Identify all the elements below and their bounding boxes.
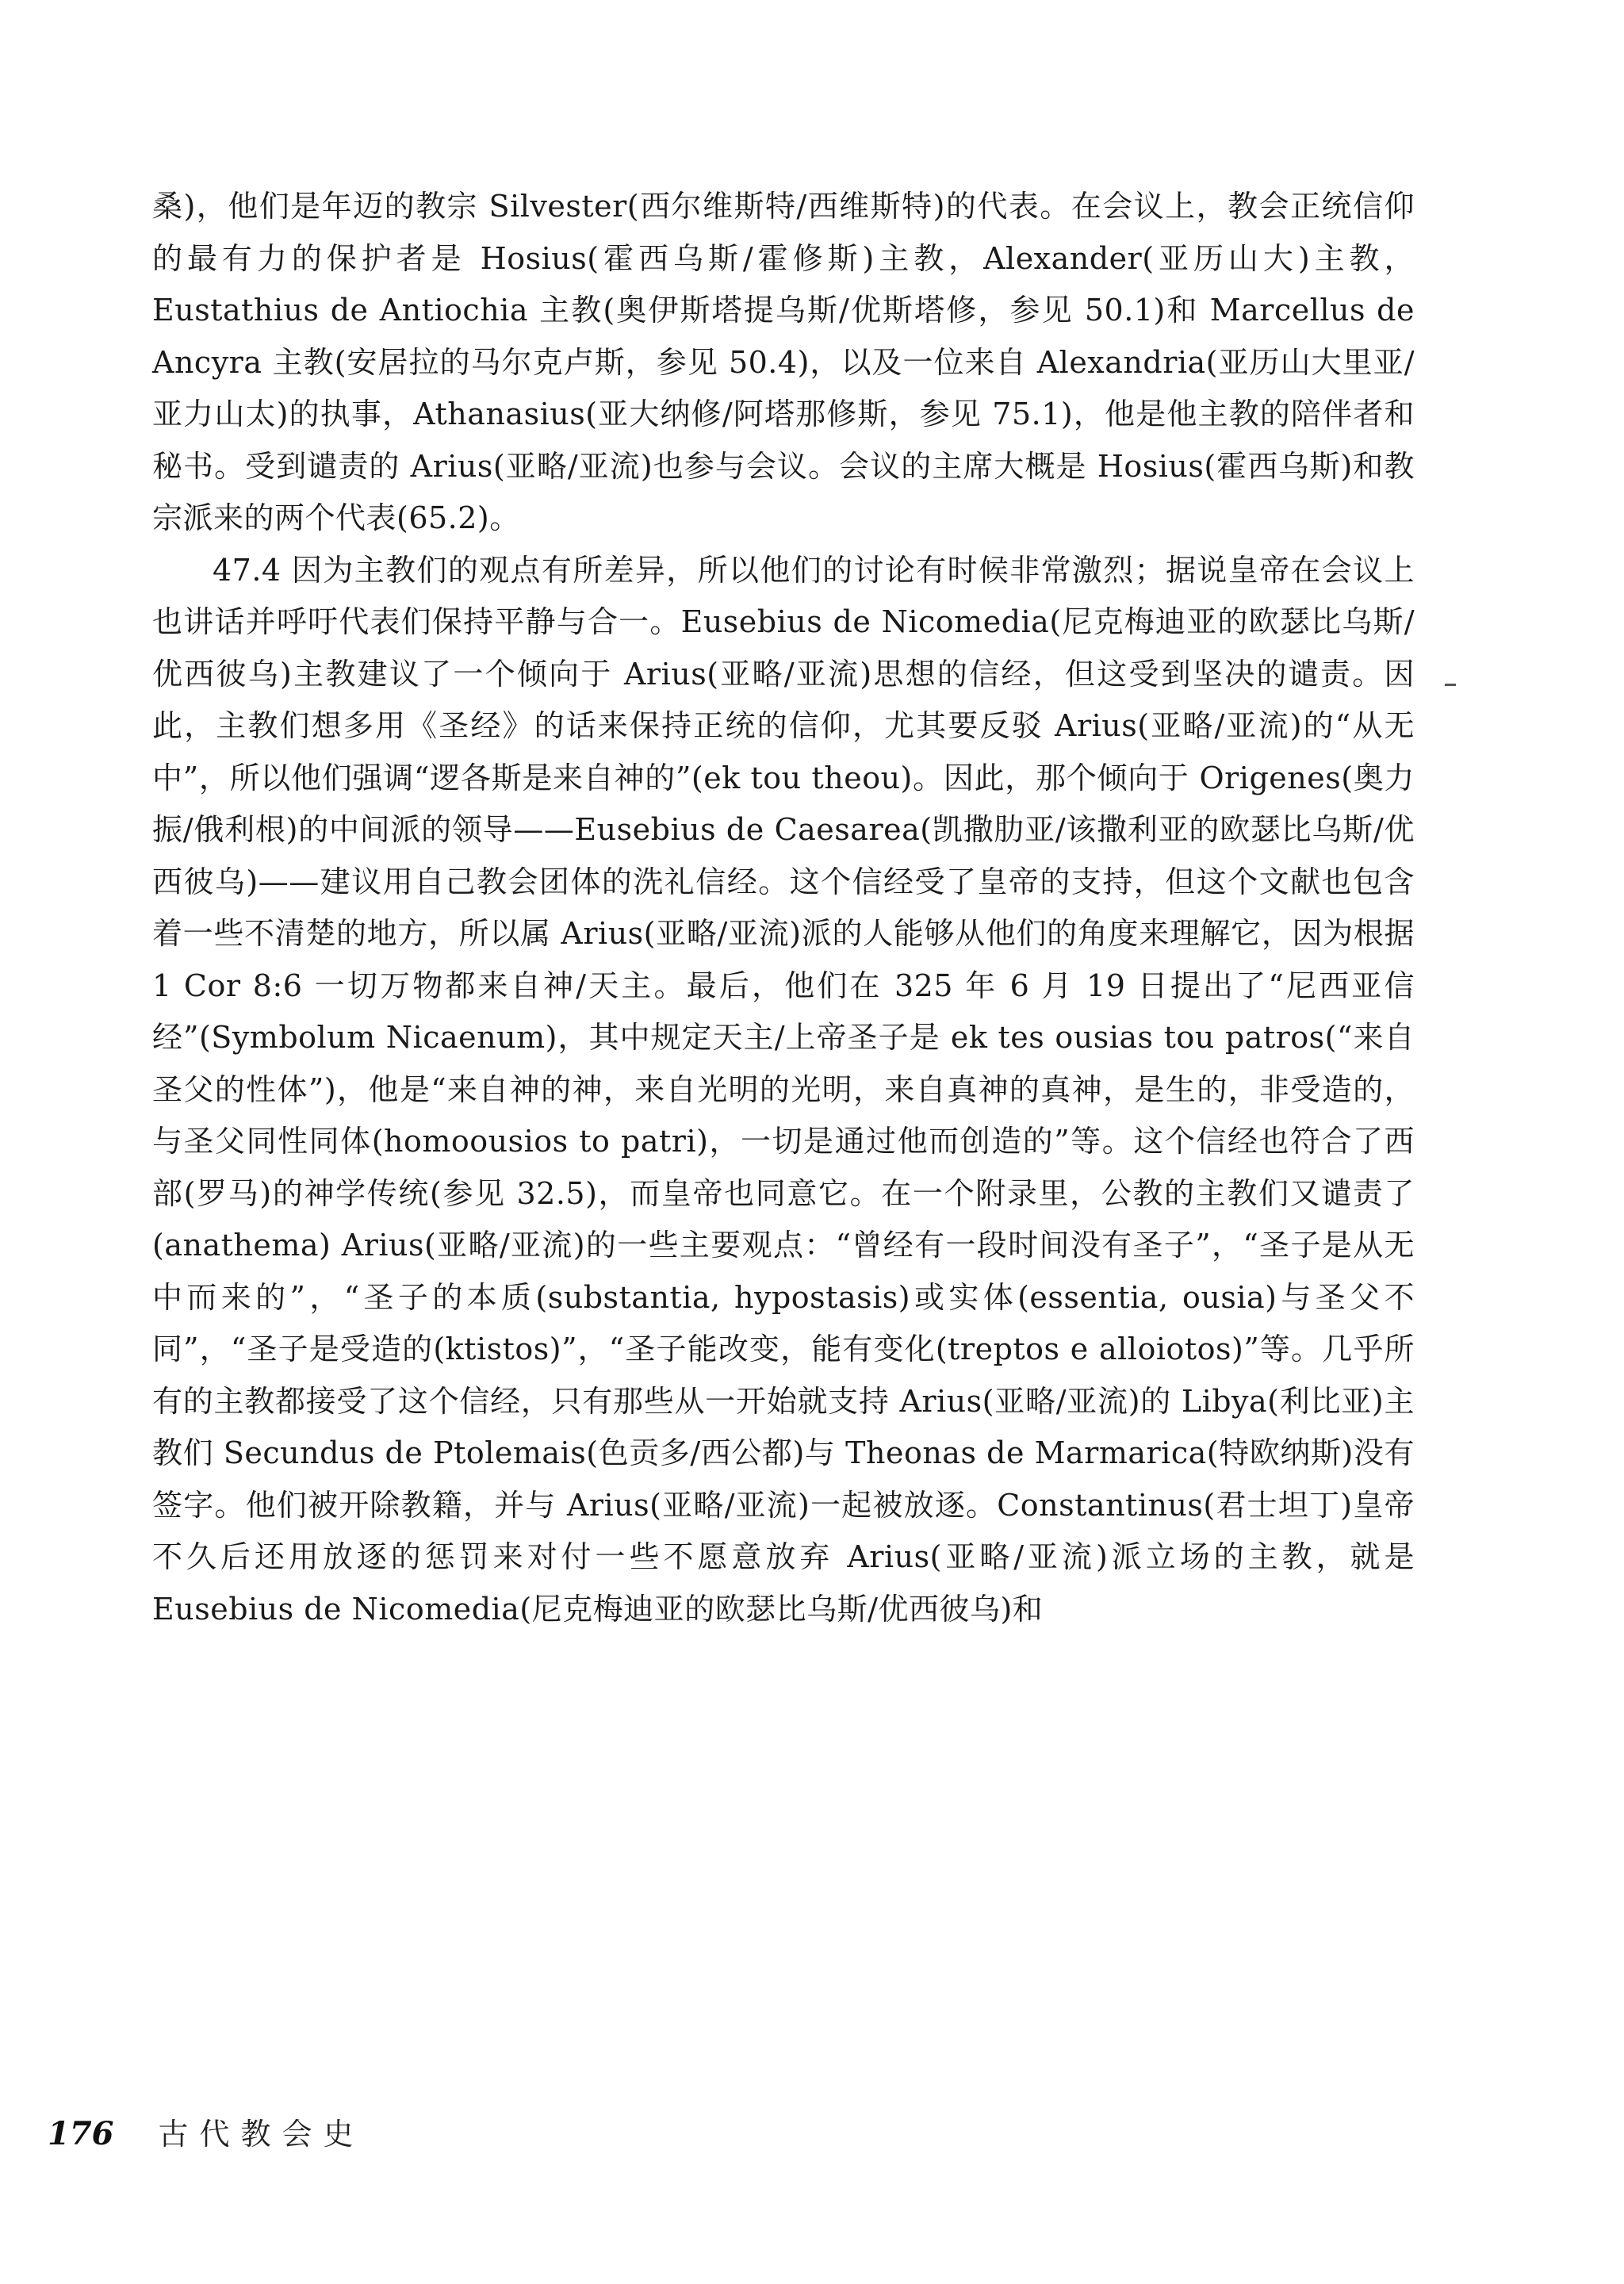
paragraph-47-4: 47.4 因为主教们的观点有所差异，所以他们的讨论有时候非常激烈；据说皇帝在会议上也讲话并呼吁代表们保持平静与合一。Eusebius de Nicomedia(尼克梅迪亚的欧瑟比乌斯/优西彼乌)主教建议了一个倾向于 Arius(亚略/亚流)思想的信经，但这受到坚决的谴责。因此，主教们想多用《圣经》的话来保持正统的信仰，尤其要反驳 Arius(亚略/亚流)的“从无中”，所以他们强调“逻各斯是来自神的”(ek tou theou)。因此，那个倾向于 Origenes(奥力振/俄利根)的中间派的领导——Eusebius de Caesarea(凯撒肋亚/该撒利亚的欧瑟比乌斯/优西彼乌)——建议用自己教会团体的洗礼信经。这个信经受了皇帝的支持，但这个文献也包含着一些不清楚的地方，所以属 Arius(亚略/亚流)派的人能够从他们的角度来理解它，因为根据 1 Cor 8:6 一切万物都来自神/天主。最后，他们在 325 年 6 月 19 日提出了“尼西亚信经”(Symbolum Nicaenum)，其中规定天主/上帝圣子是 ek tes ousias tou patros(“来自圣父的性体”)，他是“来自神的神，来自光明的光明，来自真神的真神，是生的，非受造的，与圣父同性同体(homoousios to patri)，一切是通过他而创造的”等。这个信经也符合了西部(罗马)的神学传统(参见 32.5)，而皇帝也同意它。在一个附录里，公教的主教们又谴责了(anathema) Arius(亚略/亚流)的一些主要观点：“曾经有一段时间没有圣子”，“圣子是从无中而来的”，“圣子的本质(substantia, hypostasis)或实体(essentia, ousia)与圣父不同”，“圣子是受造的(ktistos)”，“圣子能改变，能有变化(treptos e alloiotos)”等。几乎所有的主教都接受了这个信经，只有那些从一开始就支持 Arius(亚略/亚流)的 Libya(利比亚)主教们 Secundus de Ptolemais(色贡多/西公都)与 Theonas de Marmarica(特欧纳斯)没有签字。他们被开除教籍，并与 Arius(亚略/亚流)一起被放逐。Constantinus(君士坦丁)皇帝不久后还用放逐的惩罚来对付一些不愿意放弃 Arius(亚略/亚流)派立场的主教，就是 Eusebius de Nicomedia(尼克梅迪亚的欧瑟比乌斯/优西彼乌)和 [152,552,1415,1627]
page-number: 176 [48,2115,114,2152]
running-footer-title: 古代教会史 [158,2117,365,2152]
body-text [152,181,1415,1635]
margin-mark [1445,684,1456,686]
page-footer [48,2110,365,2153]
paragraph-continuation: 桑)，他们是年迈的教宗 Silvester(西尔维斯特/西维斯特)的代表。在会议上，教会正统信仰的最有力的保护者是 Hosius(霍西乌斯/霍修斯)主教，Alexander(亚历山大)主教，Eustathius de Antiochia 主教(奥伊斯塔提乌斯/优斯塔修，参见 50.1)和 Marcellus de Ancyra 主教(安居拉的马尔克卢斯，参见 50.4)，以及一位来自 Alexandria(亚历山大里亚/亚力山太)的执事，Athanasius(亚大纳修/阿塔那修斯，参见 75.1)，他是他主教的陪伴者和秘书。受到谴责的 Arius(亚略/亚流)也参与会议。会议的主席大概是 Hosius(霍西乌斯)和教宗派来的两个代表(65.2)。 [152,189,1415,535]
